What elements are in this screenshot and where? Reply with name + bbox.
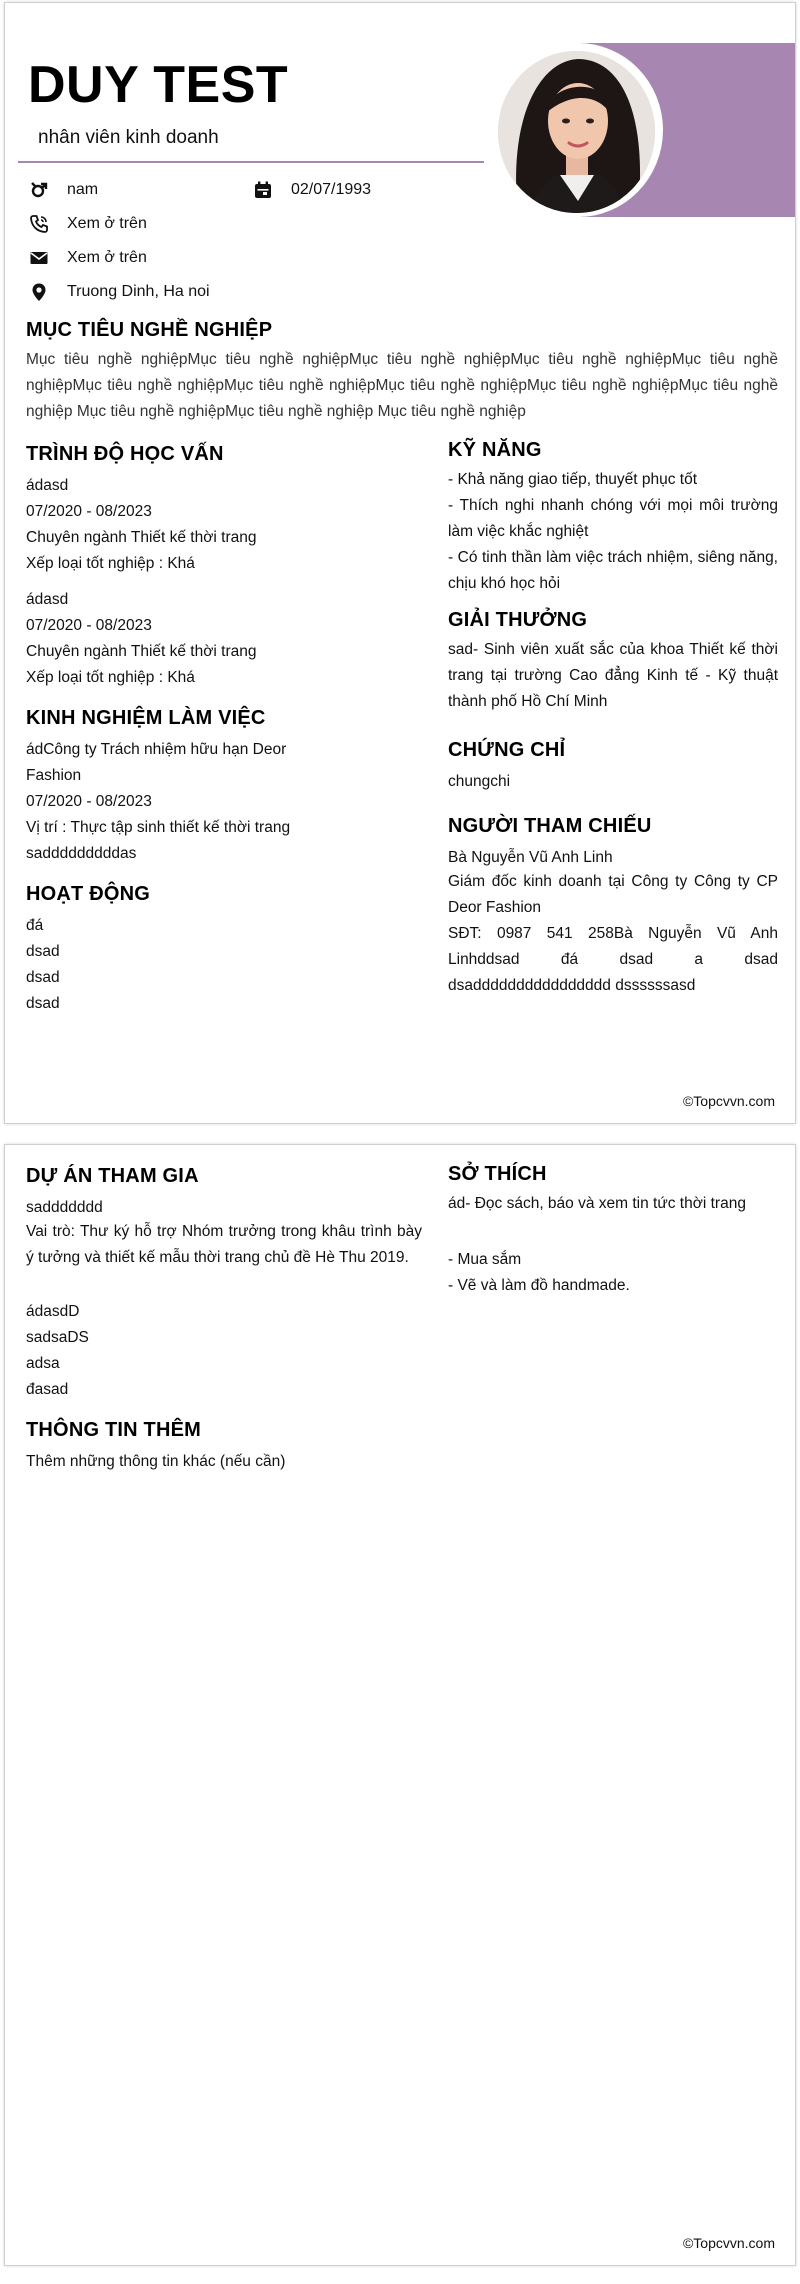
hobby-item: - Mua sắm	[448, 1251, 522, 1268]
address-row	[28, 281, 210, 303]
watermark: ©Topcvvn.com	[682, 1093, 775, 1109]
birthdate-value: 02/07/1993	[291, 181, 372, 198]
experience-position: Vị trí : Thực tập sinh thiết kế thời trang	[26, 819, 291, 836]
gender-icon	[28, 179, 50, 201]
envelope-icon	[28, 247, 50, 269]
avatar	[498, 51, 655, 213]
education-grade: Xếp loại tốt nghiệp : Khá	[26, 669, 195, 686]
awards-title: GIẢI THƯỞNG	[448, 609, 588, 631]
skill-item: - Có tinh thần làm việc trách nhiệm, siêng năng, chịu khó học hỏi	[448, 549, 778, 592]
education-title: TRÌNH ĐỘ HỌC VẤN	[26, 443, 224, 465]
education-school: ádasd	[26, 591, 69, 608]
experience-title: KINH NGHIỆM LÀM VIỆC	[26, 707, 266, 729]
phone-row	[28, 213, 147, 235]
projects-title: DỰ ÁN THAM GIA	[26, 1165, 199, 1187]
email-value: Xem ở trên	[67, 249, 147, 266]
activity-item: đá	[26, 917, 44, 934]
certificates-title: CHỨNG CHỈ	[448, 739, 566, 761]
calendar-icon	[252, 179, 274, 201]
skill-item: - Khả năng giao tiếp, thuyết phục tốt	[448, 471, 698, 488]
reference-role: Giám đốc kinh doanh tại Công ty Công ty CP Deor Fashion	[448, 873, 778, 916]
birthdate-row	[252, 179, 371, 201]
hobby-item: ád- Đọc sách, báo và xem tin tức thời trang	[448, 1195, 746, 1212]
phone-value: Xem ở trên	[67, 215, 147, 232]
additional-text: Thêm những thông tin khác (nếu cần)	[26, 1453, 286, 1470]
experience-company: ádCông ty Trách nhiệm hữu hạn Deor	[26, 741, 287, 758]
activity-item: dsad	[26, 995, 60, 1012]
objective-title: MỤC TIÊU NGHỀ NGHIỆP	[26, 319, 273, 341]
experience-note: sadddddddddas	[26, 845, 137, 862]
project-role: Vai trò: Thư ký hỗ trợ Nhóm trưởng trong khâu trình bày ý tưởng và thiết kế mẫu thời trang chủ đề Hè Thu 2019.	[26, 1223, 422, 1266]
watermark: ©Topcvvn.com	[682, 2235, 775, 2251]
header-divider	[18, 161, 484, 163]
hobby-item: - Vẽ và làm đồ handmade.	[448, 1277, 630, 1294]
project-name: saddddddd	[26, 1199, 103, 1216]
education-major: Chuyên ngành Thiết kế thời trang	[26, 529, 257, 546]
project-item: đasad	[26, 1381, 69, 1398]
activity-item: dsad	[26, 943, 60, 960]
project-item: sadsaDS	[26, 1329, 89, 1346]
location-pin-icon	[28, 281, 50, 303]
hobbies-title: SỞ THÍCH	[448, 1163, 547, 1185]
address-value: Truong Dinh, Ha noi	[67, 283, 210, 300]
references-title: NGƯỜI THAM CHIẾU	[448, 815, 652, 837]
education-period: 07/2020 - 08/2023	[26, 503, 152, 520]
candidate-name: DUY TEST	[28, 56, 289, 114]
objective-text: Mục tiêu nghề nghiệpMục tiêu nghề nghiệpMục tiêu nghề nghiệpMục tiêu nghề nghiệpMục tiêu nghề nghiệpMục tiêu nghề nghiệpMục tiêu nghề nghiệpMục tiêu nghề nghiệpMục tiêu nghề nghiệpMục tiêu nghề nghiệp Mục tiêu nghề nghiệpMục tiêu nghề nghiệp Mục tiêu nghề nghiệp	[26, 351, 778, 420]
skill-item: - Thích nghi nhanh chóng với mọi môi trường làm việc khắc nghiệt	[448, 497, 778, 540]
project-item: ádasdD	[26, 1303, 80, 1320]
certificates-text: chungchi	[448, 773, 511, 790]
experience-company-cont: Fashion	[26, 767, 82, 784]
reference-name: Bà Nguyễn Vũ Anh Linh	[448, 849, 613, 866]
education-major: Chuyên ngành Thiết kế thời trang	[26, 643, 257, 660]
skills-title: KỸ NĂNG	[448, 439, 542, 461]
email-row	[28, 247, 147, 269]
reference-contact: SĐT: 0987 541 258Bà Nguyễn Vũ Anh Linhddsad đá dsad a dsad dsadddddddddddddddd dssssssasd	[448, 925, 778, 994]
project-item: adsa	[26, 1355, 60, 1372]
experience-period: 07/2020 - 08/2023	[26, 793, 152, 810]
job-title: nhân viên kinh doanh	[38, 127, 219, 148]
gender-row	[28, 179, 98, 201]
activity-item: dsad	[26, 969, 60, 986]
cv-page-1	[4, 2, 796, 1124]
gender-value: nam	[67, 181, 99, 198]
cv-page-2	[4, 1144, 796, 2266]
phone-icon	[28, 213, 50, 235]
education-period: 07/2020 - 08/2023	[26, 617, 152, 634]
education-grade: Xếp loại tốt nghiệp : Khá	[26, 555, 195, 572]
education-school: ádasd	[26, 477, 69, 494]
portrait-image	[498, 51, 655, 213]
awards-text: sad- Sinh viên xuất sắc của khoa Thiết kế thời trang tại trường Cao đẳng Kinh tế - Kỹ thuật thành phố Hồ Chí Minh	[448, 641, 778, 710]
activities-title: HOẠT ĐỘNG	[26, 883, 151, 905]
additional-title: THÔNG TIN THÊM	[26, 1419, 202, 1441]
